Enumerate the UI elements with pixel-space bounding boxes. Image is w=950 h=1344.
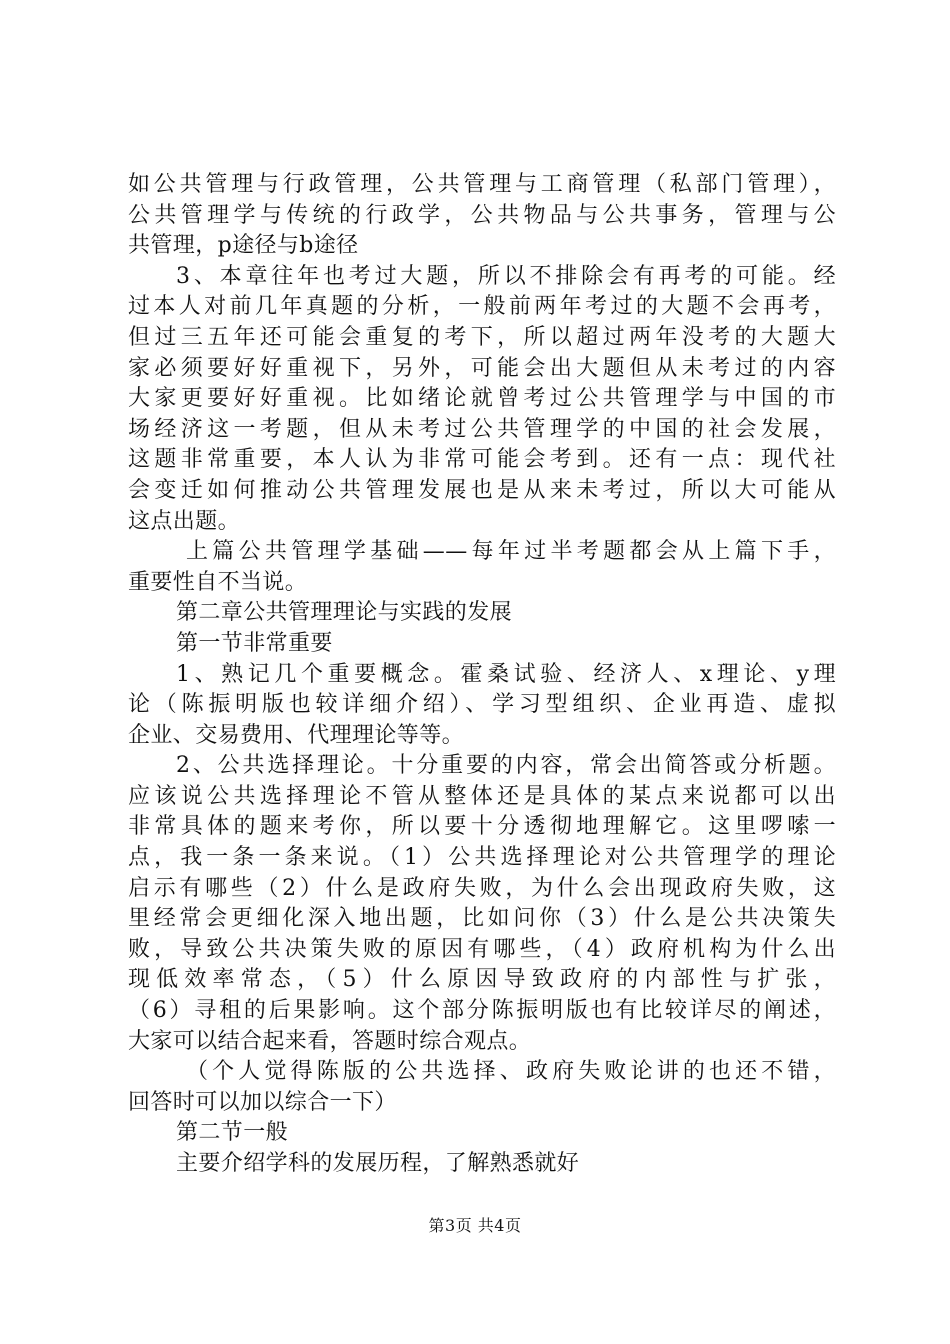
- text-line: 主要介绍学科的发展历程，了解熟悉就好: [176, 1151, 580, 1176]
- text-line: 大家可以结合起来看，答题时综合观点。: [128, 1028, 532, 1054]
- section-heading: 第二章公共管理理论与实践的发展: [176, 600, 513, 626]
- text-line: 现低效率常态，（5）什么原因导致政府的内部性与扩张，: [128, 967, 836, 993]
- section-heading: 第一节非常重要: [176, 630, 333, 656]
- text-line: 重要性自不当说。: [128, 569, 308, 595]
- text-line: 非常具体的题来考你，所以要十分透彻地理解它。这里啰嗦一: [128, 814, 836, 840]
- text-line: 如公共管理与行政管理，公共管理与工商管理（私部门管理），: [128, 172, 836, 197]
- page-number-label: 第3页 共4页: [428, 1216, 522, 1235]
- text-line: 点，我一条一条来说。（1）公共选择理论对公共管理学的理论: [128, 845, 836, 871]
- text-line: 过本人对前几年真题的分析，一般前两年考过的大题不会再考，: [128, 294, 836, 320]
- text-line: 但过三五年还可能会重复的考下，所以超过两年没考的大题大: [128, 324, 836, 350]
- text-line: 这点出题。: [128, 508, 241, 534]
- text-line: 败，导致公共决策失败的原因有哪些，（4）政府机构为什么出: [128, 936, 836, 962]
- page-footer: [0, 1213, 950, 1236]
- document-body: [128, 170, 836, 1180]
- text-line: 回答时可以加以综合一下）: [128, 1089, 397, 1115]
- text-line: 应该说公共选择理论不管从整体还是具体的某点来说都可以出: [128, 783, 836, 809]
- text-line: 这题非常重要，本人认为非常可能会考到。还有一点：现代社: [128, 447, 836, 473]
- text-line: 3、本章往年也考过大题，所以不排除会有再考的可能。经: [176, 263, 836, 289]
- text-line: 公共管理学与传统的行政学，公共物品与公共事务，管理与公: [128, 202, 836, 228]
- text-line: 企业、交易费用、代理理论等等。: [128, 722, 465, 748]
- text-line: 启示有哪些（2）什么是政府失败，为什么会出现政府失败，这: [128, 875, 836, 901]
- text-line: 共管理，p途径与b途径: [128, 233, 359, 259]
- text-line: （6）寻租的后果影响。这个部分陈振明版也有比较详尽的阐述，: [128, 998, 836, 1024]
- section-heading: 第二节一般: [176, 1120, 289, 1146]
- text-line: 上篇公共管理学基础——每年过半考题都会从上篇下手，: [186, 539, 836, 565]
- text-line: 场经济这一考题，但从未考过公共管理学的中国的社会发展，: [128, 416, 836, 442]
- text-line: 会变迁如何推动公共管理发展也是从来未考过，所以大可能从: [128, 477, 836, 503]
- text-line: 论（陈振明版也较详细介绍）、学习型组织、企业再造、虚拟: [128, 692, 836, 718]
- text-line: 1、熟记几个重要概念。霍桑试验、经济人、x理论、y理: [176, 661, 836, 687]
- text-line: 里经常会更细化深入地出题，比如问你（3）什么是公共决策失: [128, 906, 836, 932]
- text-line: 大家更要好好重视。比如绪论就曾考过公共管理学与中国的市: [128, 386, 836, 412]
- text-line: 家必须要好好重视下，另外，可能会出大题但从未考过的内容: [128, 355, 836, 381]
- text-line: 2、公共选择理论。十分重要的内容，常会出简答或分析题。: [176, 753, 836, 779]
- text-line: （个人觉得陈版的公共选择、政府失败论讲的也还不错，: [186, 1059, 836, 1085]
